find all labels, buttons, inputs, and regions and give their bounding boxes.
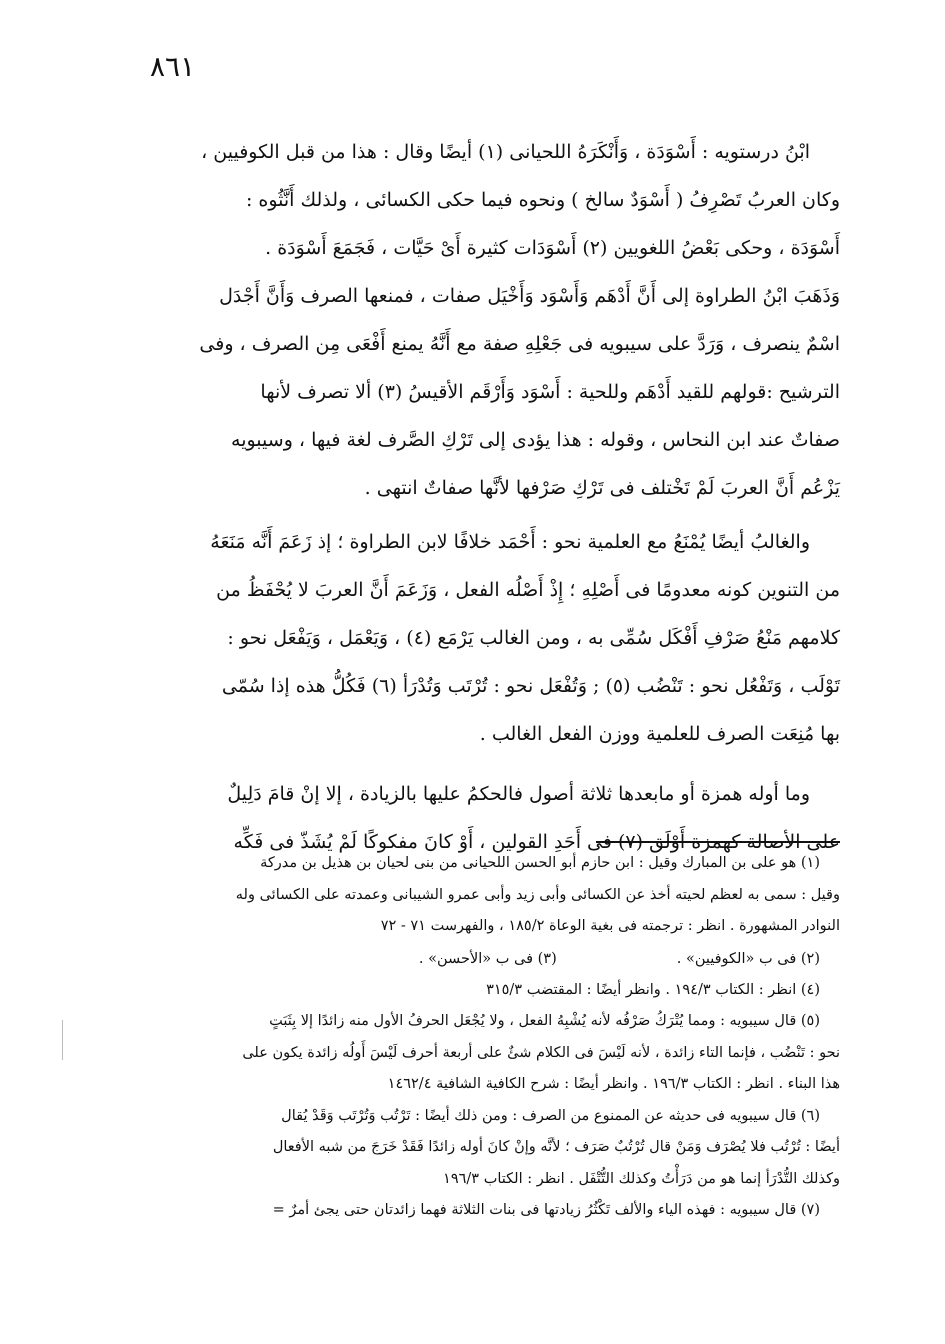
- footnote-divider: [596, 841, 840, 843]
- page-number: ٨٦١: [150, 50, 196, 83]
- paragraph-1: [138, 128, 840, 512]
- text-line: من التنوين كونه معدومًا فى أَصْلِهِ ؛ إِذْ أَصْلُه الفعل ، وَزَعَمَ أَنَّ العربَ لا يُحْفَظُ من: [216, 579, 840, 601]
- footnote-line: النوادر المشهورة . انظر : ترجمته فى بغية الوعاة ١٨٥/٢ ، والفهرست ٧١ - ٧٢: [380, 918, 840, 934]
- text-line: وَذَهَبَ ابْنُ الطراوة إلى أَنَّ أَدْهَم وَأَسْوَد وَأَخْيَل صفات ، فمنعها الصرف وَأَنَّ أَجْدَل: [219, 285, 840, 307]
- text-line: يَزْعُم أَنَّ العربَ لَمْ تَخْتلف فى تَرْكِ صَرْفها لأنَّها صفاتٌ انتهى .: [364, 477, 840, 499]
- text-line: والغالبُ أيضًا يُمْنَعُ مع العلمية نحو : أَحْمَد خلافًا لابن الطراوة ؛ إذ زَعَمَ أَنَّه مَنَعَهُ: [210, 531, 810, 553]
- text-line: صفاتٌ عند ابن النحاس ، وقوله : هذا يؤدى إلى تَرْكِ الصَّرف لغة فيها ، وسيبويه: [231, 429, 840, 451]
- footnote-line: نحو : تَنْضُب ، فإنما التاء زائدة ، لأنه لَيْسَ فى الكلام شئٌ على أربعة أحرف لَيْسَ أَولُه زائدة يكون على: [242, 1044, 840, 1061]
- footnote-2: (٢) فى ب «الكوفيين» .: [676, 950, 820, 967]
- text-line: كلامهم مَنْعُ صَرْفِ أَفْكَل سُمِّى به ، ومن الغالب يَرْمَع (٤) ، وَيَعْمَل ، وَيَفْعَل نحو :: [227, 627, 840, 649]
- footnote-line: (٦) قال سيبويه فى حديثه عن الممنوع من الصرف : ومن ذلك أيضًا : تَرْتُب وَتُرْتَب وَقَدْ يُقال: [281, 1107, 820, 1124]
- footnote-3: (٣) فى ب «الأحسن» .: [418, 950, 557, 967]
- text-line: اسْمٌ ينصرف ، وَرَدَّ على سيبويه فى جَعْلِهِ صفة مع أَنَّهُ يمنع أَفْعَى مِن الصرف ، وفى: [199, 333, 840, 355]
- footnote-7: (٧) قال سيبويه : فهذه الياء والألف تَكْثُرُ زيادتها فى بنات الثلاثة فهما زائدتان حتى يجئ أمرٌ =: [272, 1202, 820, 1218]
- main-text: [138, 128, 840, 866]
- footnote-6: [138, 1103, 840, 1194]
- footnote-line: وقيل : سمى به لعظم لحيته أخذ عن الكسائى وأبى زيد وأبى عمرو الشيبانى وعمدته على الكسائى وله: [235, 886, 840, 903]
- paragraph-2: [138, 518, 840, 758]
- text-line: الترشيح :قولهم للقيد أَدْهَم وللحية : أَسْوَد وَأَرْقَم الأقيسُ (٣) ألا تصرف لأنها: [260, 381, 840, 403]
- footnote-5: [138, 1008, 840, 1099]
- text-line: تَوْلَب ، وَتَفْعُل نحو : تَنْضُب (٥) ; وَتُفْعَل نحو : تُرْتَب وَتُدْرَأ (٦) فَكُلُّ هذه إذا سُمّى: [221, 675, 840, 697]
- footnote-line: أيضًا : تُرْتُب فلا يُصْرَف وَمَنْ قال تُرْتُبٌ صَرَف ؛ لأنَّه وإنْ كانَ أوله زائدًا فَقَدْ خَرَجَ من شبه الأفعال: [272, 1139, 840, 1155]
- text-line: أَسْوَدَة ، وحكى بَعْضُ اللغويين (٢) أَسْوَدَات كثيرة أَىْ حَيَّات ، فَجَمَعَ أَسْوَدَة .: [265, 237, 840, 259]
- footnote-1: [138, 850, 840, 941]
- footnotes: [138, 850, 840, 1229]
- footnote-line: هذا البناء . انظر : الكتاب ١٩٦/٣ . وانظر أيضًا : شرح الكافية الشافية ١٤٦٢/٤: [387, 1076, 840, 1092]
- text-line: بها مُنِعَت الصرف للعلمية ووزن الفعل الغالب .: [479, 723, 840, 745]
- footnote-2-3-row: [138, 945, 840, 973]
- footnote-line: (٥) قال سيبويه : ومما يُتْرَكُ صَرْفُه لأنه يُشْبِهُ الفعل ، ولا يُجْعَل الحرفُ الأول منه زائدًا إلا بِثَبَتٍ: [269, 1013, 820, 1029]
- footnote-line: (١) هو على بن المبارك وقيل : ابن حازم أبو الحسن اللحيانى من بنى لحيان بن هذيل بن مدركة: [260, 855, 820, 871]
- footnote-line: وكذلك التُّدْرَأ إنما هو من دَرَأْتُ وكذلك التُّتْفَل . انظر : الكتاب ١٩٦/٣: [443, 1170, 840, 1187]
- text-line: على الأصالة كهمزة أَوْلَق (٧) فى أَحَدِ القولين ، أَوْ كانَ مفكوكًا لَمْ يُشَذّ فى فَكِّه: [233, 831, 840, 853]
- text-line: وكان العربُ تَصْرِفُ ( أَسْوَدٌ سالخ ) ونحوه فيما حكى الكسائى ، ولذلك أَنَّثُوه :: [245, 189, 840, 211]
- text-line: وما أوله همزة أو مابعدها ثلاثة أصول فالحكمُ عليها بالزيادة ، إلا إنْ قامَ دَلِيلٌ: [227, 783, 810, 805]
- margin-scan-mark: [62, 1020, 63, 1060]
- footnote-4: (٤) انظر : الكتاب ١٩٤/٣ . وانظر أيضًا : المقتضب ٣١٥/٣: [486, 981, 820, 998]
- text-line: ابْنُ درستويه : أَسْوَدَة ، وَأَنْكَرَهُ اللحيانى (١) أيضًا وقال : هذا من قبل الكوفيين ،: [201, 141, 810, 163]
